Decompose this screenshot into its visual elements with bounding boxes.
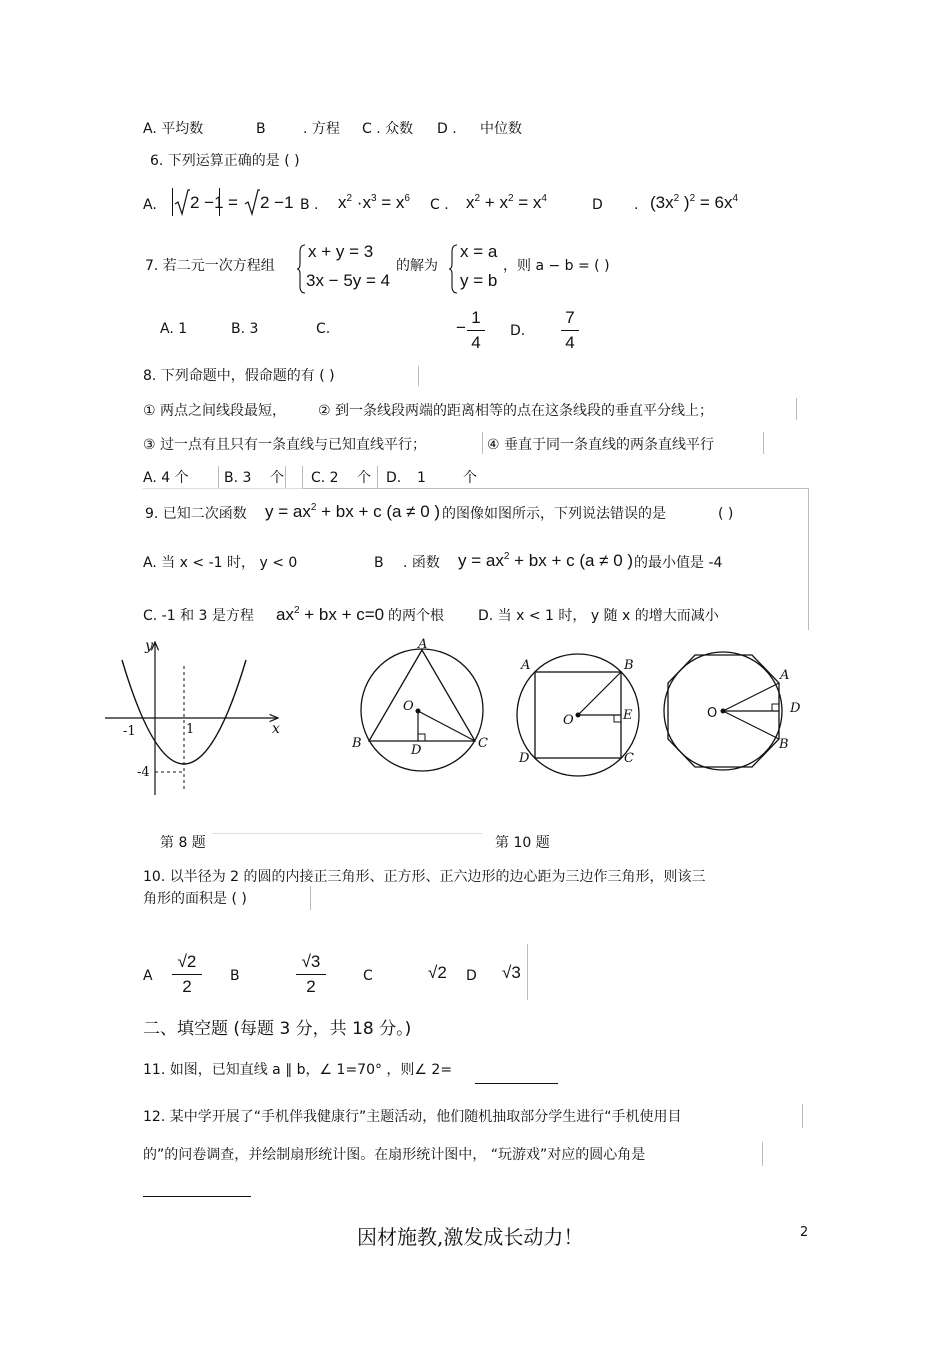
q6-d-dot: . <box>634 197 639 213</box>
q6-b-expr: $x^2 \cdot x^3 = x^6$ <box>338 193 410 212</box>
divider <box>285 466 286 488</box>
q9-option-c: C. -1 和 3 是方程 <box>143 608 254 624</box>
q10-option-a: A <box>143 968 153 984</box>
q7-option-b: B. 3 <box>231 321 259 337</box>
q10-option-a-fraction: √2 2 <box>172 952 202 997</box>
divider <box>143 488 303 489</box>
q12-answer-blank[interactable] <box>143 1196 251 1197</box>
section-title-fill-in: 二、填空题 (每题 3 分，共 18 分。) <box>143 1019 412 1039</box>
c1-label-D: D <box>411 743 422 758</box>
left-brace-icon <box>448 244 458 294</box>
q7-eq2: 3x − 5y = 4 <box>306 271 391 290</box>
q8-option-b: B. 3 <box>224 470 252 486</box>
graph-x-label: x <box>272 721 280 737</box>
divider <box>377 466 378 488</box>
divider <box>302 488 808 489</box>
q10-option-c: C <box>363 968 373 984</box>
c3-label-B: B <box>779 737 789 752</box>
graph-y-label: y <box>145 638 153 654</box>
q8-statement-1: ① 两点之间线段最短， <box>143 403 287 419</box>
q8-option-d-value: 1 <box>417 470 426 486</box>
q8-stem: 8. 下列命题中，假命题的有 ( ) <box>143 368 335 384</box>
q9-option-c-expr: $ax^2$ + bx + c=0 <box>276 605 385 624</box>
q9-stem-tail: 的图像如图所示，下列说法错误的是 <box>442 506 666 522</box>
divider <box>302 466 303 488</box>
q10-option-b-fraction: √3 2 <box>296 952 326 997</box>
page-number: 2 <box>800 1225 809 1240</box>
q8-option-b-unit: 个 <box>270 470 284 486</box>
q6-a-label: A. <box>143 197 157 213</box>
q7-tail: ，则 a − b = ( ) <box>503 258 610 274</box>
q7-sol1: x = a <box>460 242 498 261</box>
divider <box>763 432 764 454</box>
divider <box>218 466 219 488</box>
divider <box>808 488 809 630</box>
c3-label-A: A <box>780 668 790 683</box>
q10-line2: 角形的面积是 ( ) <box>143 891 247 907</box>
q12-line2: 的”的问卷调查，并绘制扇形统计图。在扇形统计图中， “玩游戏”对应的圆心角是 <box>143 1147 646 1163</box>
q7-option-c-fraction: 1 4 <box>467 308 485 353</box>
circle-triangle-figure <box>350 640 500 780</box>
q5-option-d-text: 中位数 <box>480 121 522 137</box>
q9-option-b: B <box>374 555 384 571</box>
divider <box>527 944 528 1000</box>
left-brace-icon <box>296 244 306 294</box>
q6-d-label: D <box>592 197 603 213</box>
q10-option-d-value: √3 <box>502 963 521 982</box>
graph-tick-neg1: -1 <box>123 724 136 739</box>
q8-statement-4: ④ 垂直于同一条直线的两条直线平行 <box>487 437 715 453</box>
c2-label-E: E <box>623 708 633 723</box>
parabola-graph <box>100 630 290 800</box>
q11-answer-blank[interactable] <box>475 1083 558 1084</box>
c1-label-B: B <box>352 736 362 751</box>
q9-paren: ( ) <box>718 506 734 522</box>
q6-a-expr1: 2 −1 <box>190 193 224 212</box>
c3-label-O: O <box>707 706 718 721</box>
divider <box>762 1142 763 1166</box>
q11-text: 11. 如图，已知直线 a ∥ b，∠ 1=70° ，则∠ 2= <box>143 1062 453 1078</box>
c3-label-D: D <box>790 701 801 716</box>
divider <box>482 432 483 454</box>
q8-option-c-unit: 个 <box>357 470 371 486</box>
q9-func: $y = ax^2$ + bx + c (a ≠ 0 ) <box>265 502 441 521</box>
q10-option-d: D <box>466 968 477 984</box>
q7-stem: 7. 若二元一次方程组 <box>145 258 275 274</box>
q7-mid: 的解为 <box>396 258 438 274</box>
q9-option-a: A. 当 x < -1 时， y < 0 <box>143 555 298 571</box>
sqrt-sign-icon <box>174 188 190 216</box>
footer-slogan: 因材施教,激发成长动力！ <box>357 1225 584 1249</box>
q6-a-expr2: 2 −1 <box>260 193 294 212</box>
q8-statement-2: ② 到一条线段两端的距离相等的点在这条线段的垂直平分线上； <box>318 403 713 419</box>
q9-option-b-tail: 的最小值是 -4 <box>634 555 723 571</box>
q7-option-c: C. <box>316 321 331 337</box>
q7-sol2: y = b <box>460 271 498 290</box>
graph-tick-1: 1 <box>186 722 195 737</box>
q12-line1: 12. 某中学开展了“手机伴我健康行”主题活动，他们随机抽取部分学生进行“手机使用目 <box>143 1109 682 1125</box>
c1-label-A: A <box>418 637 428 652</box>
q6-b-label: B . <box>300 197 319 213</box>
circle-square-figure <box>510 640 660 780</box>
q7-option-d-fraction: 7 4 <box>561 308 579 353</box>
circle-hexagon-figure <box>660 640 810 780</box>
q5-option-c: C . 众数 <box>362 121 414 137</box>
c2-label-C: C <box>624 751 634 766</box>
q9-option-d: D. 当 x < 1 时， y 随 x 的增大而减小 <box>478 608 719 624</box>
c2-label-B: B <box>624 658 634 673</box>
q6-a-eq: = <box>228 193 238 212</box>
caption-q8: 第 8 题 <box>160 835 206 851</box>
q10-option-c-value: √2 <box>428 963 447 982</box>
parabola-curve <box>122 660 246 764</box>
q7-option-a: A. 1 <box>160 321 188 337</box>
c2-label-O: O <box>563 713 574 728</box>
caption-q10: 第 10 题 <box>495 835 550 851</box>
q6-stem: 6. 下列运算正确的是 ( ) <box>150 153 300 169</box>
q7-option-d: D. <box>510 323 526 339</box>
q5-option-b-text: . 方程 <box>303 121 340 137</box>
graph-tick-neg4: -4 <box>137 765 150 780</box>
q6-d-expr: ($3x^2$ )$^2 = 6x^4$ <box>650 193 739 212</box>
abs-bar-left <box>172 188 173 216</box>
c2-label-A: A <box>521 658 531 673</box>
c1-label-C: C <box>478 736 488 751</box>
q8-statement-3: ③ 过一点有且只有一条直线与已知直线平行； <box>143 437 426 453</box>
divider <box>418 366 419 386</box>
c1-label-O: O <box>403 699 414 714</box>
q5-option-b: B <box>256 121 266 137</box>
q9-option-c-tail: 的两个根 <box>388 608 444 624</box>
divider <box>212 833 482 834</box>
q8-option-c: C. 2 <box>311 470 339 486</box>
q9-option-b-func: $y = ax^2$ + bx + c (a ≠ 0 ) <box>458 551 634 570</box>
q6-c-expr: $x^2 + x^2 = x^4$ <box>466 193 547 212</box>
divider <box>310 886 311 910</box>
q8-option-a: A. 4 个 <box>143 470 189 486</box>
q7-eq1: x + y = 3 <box>308 242 374 261</box>
q7-option-c-sign: − <box>456 318 466 337</box>
q9-option-b-text: . 函数 <box>403 555 440 571</box>
q8-option-d-unit: 个 <box>463 470 477 486</box>
divider <box>796 398 797 420</box>
divider <box>802 1104 803 1128</box>
q5-option-a: A. 平均数 <box>143 121 204 137</box>
q10-option-b: B <box>230 968 240 984</box>
q9-stem: 9. 已知二次函数 <box>145 506 247 522</box>
q5-option-d: D . <box>437 121 457 137</box>
sqrt-sign-icon <box>244 188 260 216</box>
q10-line1: 10. 以半径为 2 的圆的内接正三角形、正方形、正六边形的边心距为三边作三角形，则该三 <box>143 869 706 885</box>
c2-label-D: D <box>519 751 530 766</box>
q8-option-d: D. <box>386 470 402 486</box>
q6-c-label: C . <box>430 197 449 213</box>
